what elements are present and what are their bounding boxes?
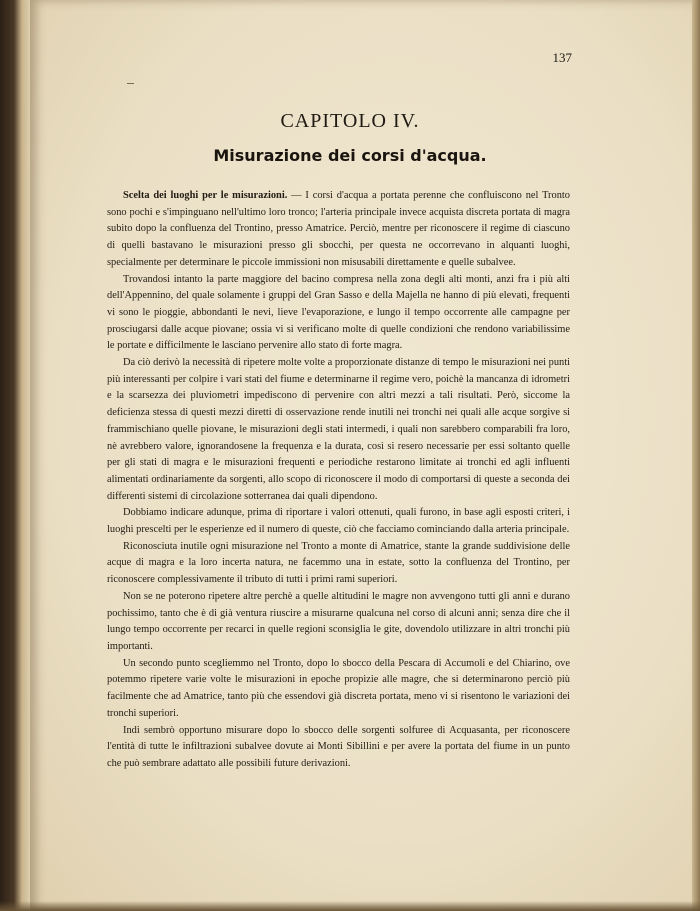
paragraph-text: Riconosciuta inutile ogni misurazione nel Tronto a monte di Amatrice, stante la grande suddivisione delle acque di magra e la loro incerta natura, ne facemmo una in estate, sotto la confluenza del Trontino, per riconoscere complessivamente il tributo di tutti i primi rami superiori. — [107, 540, 570, 586]
paragraph-text: — I corsi d'acqua a portata perenne che confluiscono nel Tronto sono pochi e s'impinguano nell'ultimo loro tronco; l'arteria principale invece acquista discreta portata di magra subito dopo la confluenza del Trontino, presso Amatrice. Perciò, mentre per riconoscere il regime di ciascuno di quelli bastavano le misurazioni presso gli sbocchi, per questa ne occorrevano in alquanti luoghi, specialmente per determinare le piccole immissioni non misusabili direttamente e quelle subalvee. — [107, 190, 570, 268]
page-bottom-edge — [0, 901, 700, 911]
paragraph — [107, 272, 570, 356]
ink-mark — [127, 83, 134, 84]
paragraph-lead: Scelta dei luoghi per le misurazioni. — [123, 190, 288, 201]
page-number: 137 — [552, 50, 572, 65]
chapter-title: CAPITOLO IV. — [280, 110, 420, 132]
paragraph — [107, 656, 570, 723]
section-subtitle: Misurazione dei corsi d'acqua. — [213, 146, 487, 165]
paragraph-text: Non se ne poterono ripetere altre perchè a quelle altitudini le magre non avvengono tutti gli anni e durano pochissimo, tanto che è di già ventura riuscire a misurarne qualcuna nel corso di alcuni anni; senza dire che il lungo tempo occorrente per recarci in quelle regioni sconsiglia le gite, dovendolo utilizzare in altri tronchi più importanti. — [107, 590, 570, 652]
paragraph-text: Indi sembrò opportuno misurare dopo lo sbocco delle sorgenti solfuree di Acquasanta, per riconoscere l'entità di tutte le infiltrazioni subalvee dovute ai Monti Sibillini e per avere la portata del fiume in un punto che può sembrare adattato alle possibili future derivazioni. — [107, 724, 570, 769]
paragraph — [107, 723, 570, 773]
paragraph — [107, 589, 570, 656]
paragraph-text: Un secondo punto scegliemmo nel Tronto, dopo lo sbocco della Pescara di Accumoli e del Chiarino, ove potemmo ripetere varie volte le misurazioni in epoche propizie alle magre, che si determinarono perciò più facilmente che ad Amatrice, tanto più che essendovi già discreta portata, meno vi si risentono le variazioni dei tronchi superiori. — [107, 657, 570, 719]
paragraph — [107, 505, 570, 538]
paragraph — [107, 188, 570, 272]
paragraph-text: Dobbiamo indicare adunque, prima di riportare i valori ottenuti, quali furono, in base agli esposti criteri, i luoghi prescelti per le esperienze ed il numero di queste, ciò che facciamo cominciando dalla arteria principale. — [107, 507, 570, 536]
body-text — [107, 188, 570, 773]
paragraph-text: Trovandosi intanto la parte maggiore del bacino compresa nella zona degli alti monti, anzi fra i più alti dell'Appennino, del quale solamente i gruppi del Gran Sasso e della Majella ne hanno di più elevati, frequenti vi sono le pioggie, abbondanti le nevi, lieve l'evaporazione, e lungo il tempo occorrente alle campagne per prosciugarsi dalle acque piovane; ossia vi si verificano molte di quelle condizioni che rendono variabilissime le portate e difficilmente le lasciano pervenire allo stato di forte magra. — [107, 273, 570, 352]
paragraph — [107, 539, 570, 589]
paragraph-text: Da ciò derivò la necessità di ripetere molte volte a proporzionate distanze di tempo le misurazioni nei punti più interessanti per colpire i vari stati del fiume e determinarne il regime vero, poichè la mancanza di idrometri e la scarsezza dei pluviometri impediscono di pervenire con altri mezzi a tali risultati. Però, siccome la deficienza stessa di questi mezzi diretti di osservazione rende inutili nei tronchi nei quali alle acque sorgive si frammischiano quelle piovane, le misurazioni degli stati intermedi, i quali non sarebbero comparabili fra loro, nè avrebbero valore, ignorandosene la frequenza e la durata, così si resero necessarie per essi soltanto quelle per gli stati di magra e le misurazioni frequenti e periodiche restarono limitate ai tronchi ed agli influenti alimentati ordinariamente da sorgenti, allo scopo di riconoscere il modo di comportarsi di queste a seconda dei differenti sistemi di circolazione sotterranea dai quali dipendono. — [107, 357, 570, 502]
paragraph — [107, 355, 570, 505]
page-edge — [692, 0, 700, 911]
